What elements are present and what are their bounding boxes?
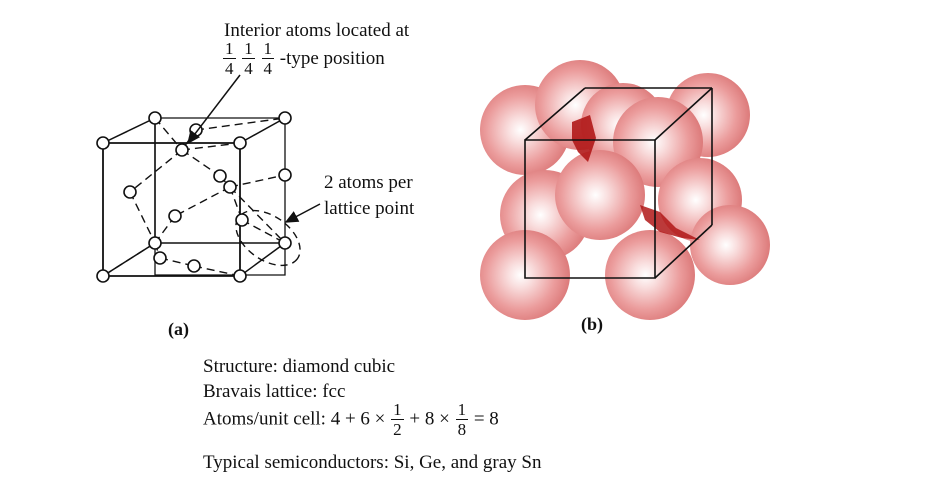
lattice-label-line1: 2 atoms per xyxy=(324,172,413,193)
fraction: $\frac{1}{4}$ xyxy=(244,39,253,78)
fraction: $\frac{1}{8}$ xyxy=(457,400,467,439)
caption-b: (b) xyxy=(581,314,603,334)
semiconductors-line: Typical semiconductors: Si, Ge, and gray Sn xyxy=(203,452,542,473)
atoms-result: = 8 xyxy=(473,408,499,430)
bravais-line: Bravais lattice: fcc xyxy=(203,381,346,402)
caption-a: (a) xyxy=(168,319,189,339)
position-suffix: -type position xyxy=(279,48,385,69)
atoms-mid: + 8 × xyxy=(409,408,450,430)
structure-line: Structure: diamond cubic xyxy=(203,356,396,377)
fraction: $\frac{1}{4}$ xyxy=(263,39,272,78)
lattice-label-line2: lattice point xyxy=(324,198,415,219)
atoms-per-cell-line xyxy=(203,401,499,438)
atom-sphere xyxy=(555,150,645,240)
atom-sphere xyxy=(690,205,770,285)
atom-sphere xyxy=(605,230,695,320)
fraction: $\frac{1}{2}$ xyxy=(393,400,402,439)
atoms-prefix: Atoms/unit cell: 4 + 6 × xyxy=(203,408,386,430)
interior-atoms-label: Interior atoms located at xyxy=(224,20,410,41)
fraction: $\frac{1}{4}$ xyxy=(225,39,234,78)
